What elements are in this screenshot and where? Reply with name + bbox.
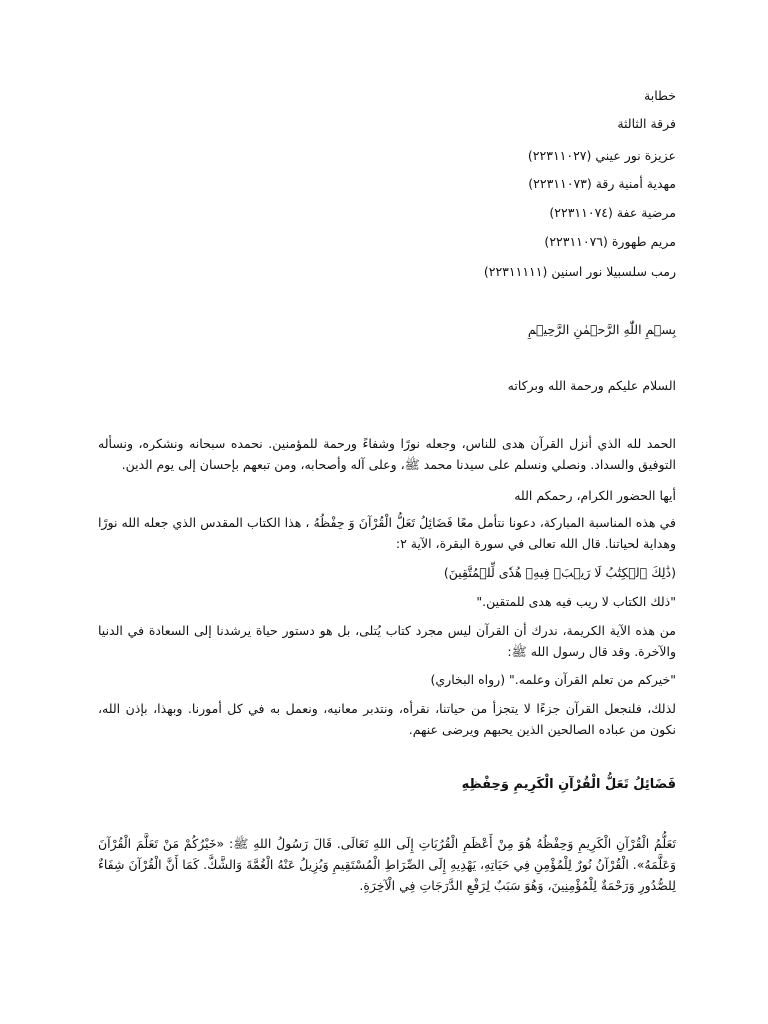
occasion-paragraph: في هذه المناسبة المباركة، دعونا نتأمل معًا فَضَائِلُ تَعَلُّ الْقُرْآنَ وَ حِفْظُهُ ، هذا الكتاب المقدس الذي جعله الله نورًا وهداية لحياتنا. قال الله تعالى في سورة البقرة، الآية ٢: bbox=[98, 515, 676, 551]
audience-address: أيها الحضور الكرام، رحمكم الله bbox=[514, 488, 676, 503]
closing-paragraph: لذلك، فلنجعل القرآن جزءًا لا يتجزأ من حياتنا، نقرأه، ونتدبر معانيه، ونعمل به في كل أمورنا. وبهذا، بإذن الله، نكون من عباده الصالحين الذين يحبهم ويرضى عنهم. bbox=[98, 701, 676, 737]
section-paragraph: تَعَلُّمُ الْقُرْآنِ الْكَرِيمِ وَحِفْظُهُ هُوَ مِنْ أَعْظَمِ الْقُرُبَاتِ إِلَى اللهِ تَعَالَى. قَالَ رَسُولُ اللهِ ﷺ: «خَيْرُكُمْ مَنْ تَعَلَّمَ الْقُرْآنَ وَعَلَّمَهُ». الْقُرْآنُ نُورٌ لِلْمُؤْمِنِ فِي حَيَاتِهِ، يَهْدِيهِ إِلَى الصِّرَاطِ الْمُسْتَقِيمِ وَيُزِيلُ عَنْهُ الْغُمَّةَ وَالشَّكَّ. كَمَا أَنَّ الْقُرْآنَ شِفَاءٌ لِلصُّدُورِ وَرَحْمَةٌ لِلْمُؤْمِنِينَ، وَهُوَ سَبَبٌ لِرَفْعِ الدَّرَجَاتِ فِي الْآخِرَةِ. bbox=[98, 836, 676, 893]
salam-greeting: السلام عليكم ورحمة الله وبركاته bbox=[507, 378, 676, 393]
member-line: مهدية أمنية رقة (٢٢٣١١٠٧٣) bbox=[528, 176, 676, 191]
verse-translation: "ذلك الكتاب لا ريب فيه هدى للمتقين." bbox=[476, 594, 676, 609]
member-line: رمب سلسبيلا نور اسنين (٢٢٣١١١١١) bbox=[483, 264, 676, 279]
basmala: بِسۡمِ اللّٰهِ الرَّحۡمٰنِ الرَّحِيۡمِ bbox=[527, 322, 676, 337]
member-line: عزيزة نور عيني (٢٢٣١١٠٢٧) bbox=[527, 148, 676, 163]
member-line: مريم طهورة (٢٢٣١١٠٧٦) bbox=[544, 234, 676, 249]
section-heading: فَضَائِلُ تَعَلُّ الْقُرْآنِ الْكَرِيمِ وَحِفْظِهِ bbox=[461, 777, 676, 792]
verse-explanation-paragraph: من هذه الآية الكريمة، ندرك أن القرآن ليس مجرد كتاب يُتلى، بل هو دستور حياة يرشدنا إلى السعادة في الدنيا والآخرة. وقد قال رسول الله ﷺ: bbox=[98, 623, 676, 659]
hamd-paragraph: الحمد لله الذي أنزل القرآن هدى للناس، وجعله نورًا وشفاءً ورحمة للمؤمنين. نحمده سبحانه ونشكره، ونسأله التوفيق والسداد. ونصلي ونسلم على سيدنا محمد ﷺ، وعلى آله وأصحابه، ومن تبعهم بإحسان إلى يوم الدين. bbox=[98, 436, 676, 472]
assignment-title: خطابة bbox=[644, 88, 676, 103]
group-name: فرقة الثالثة bbox=[617, 116, 676, 131]
member-line: مرضية عفة (٢٢٣١١٠٧٤) bbox=[549, 205, 676, 220]
quran-verse: (ذَٰلِكَ ٱلۡكِتَٰبُ لَا رَيۡبَۛ فِيهِۛ هُدٗى لِّلۡمُتَّقِينَ) bbox=[443, 565, 676, 580]
hadith-quote: "خيركم من تعلم القرآن وعلمه." (رواه البخاري) bbox=[430, 672, 676, 687]
